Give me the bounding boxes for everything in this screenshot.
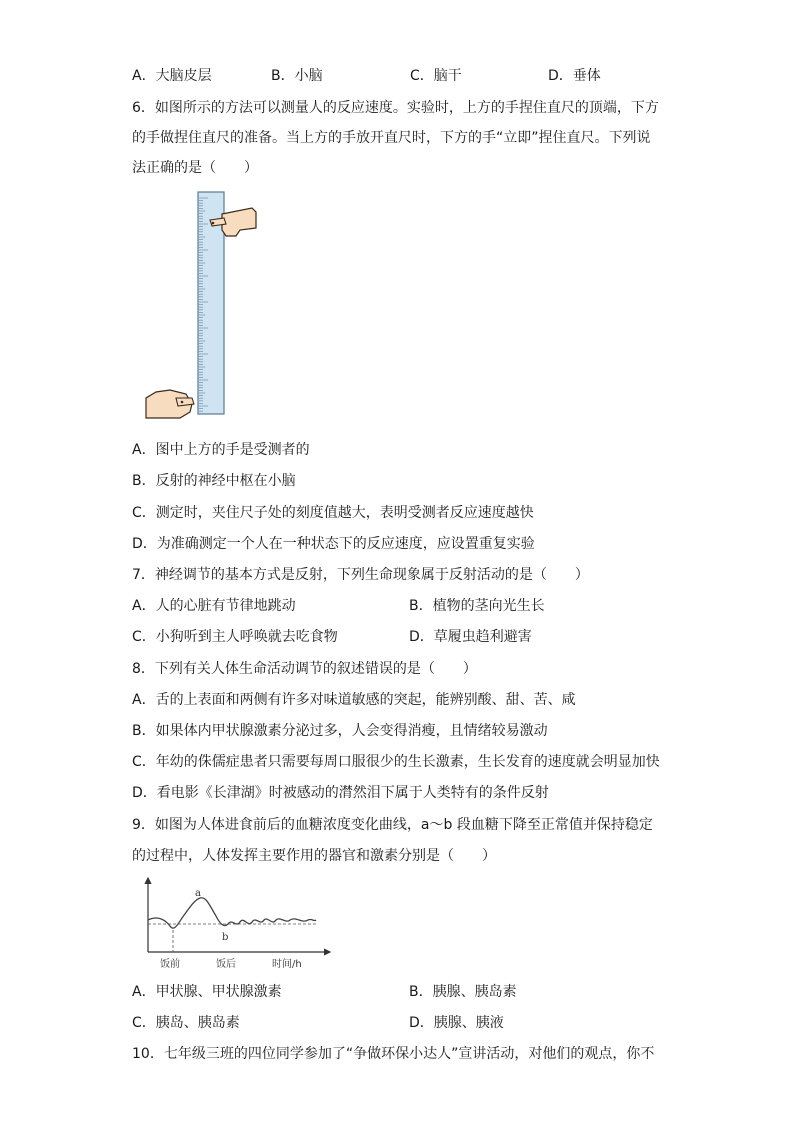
q6-option-c: C．测定时，夹住尺子处的刻度值越大，表明受测者反应速度越快 [132,505,534,521]
q6-stem-line-2: 的手做捏住直尺的准备。当上方的手放开直尺时，下方的手“立即”捏住直尺。下列说 [132,130,651,146]
q5-option-b: B．小脑 [271,68,323,84]
q6-option-b: B．反射的神经中枢在小脑 [132,473,296,489]
q8-option-d: D．看电影《长津湖》时被感动的潸然泪下属于人类特有的条件反射 [132,785,549,801]
q9-option-d: D．胰腺、胰液 [409,1015,504,1031]
q6-stem-line-1: 6．如图所示的方法可以测量人的反应速度。实验时，上方的手捏住直尺的顶端，下方 [132,100,659,116]
q5-option-d: D．垂体 [548,68,601,84]
q7-option-a: A．人的心脏有节律地跳动 [132,598,296,614]
q7-option-d: D．草履虫趋利避害 [409,629,532,645]
q6-option-d: D．为准确测定一个人在一种状态下的反应速度，应设置重复实验 [132,536,535,552]
q7-option-b: B．植物的茎向光生长 [409,598,545,614]
q9-stem-line-2: 的过程中，人体发挥主要作用的器官和激素分别是（ ） [132,848,496,864]
ruler-reaction-figure [140,190,260,420]
q8-option-a: A．舌的上表面和两侧有许多对味道敏感的突起，能辨别酸、甜、苦、咸 [132,692,576,708]
q5-option-a: A．大脑皮层 [132,68,212,84]
x-label-after-meal: 饭后 [216,959,236,970]
q8-option-b: B．如果体内甲状腺激素分泌过多，人会变得消瘦，且情绪较易激动 [132,723,548,739]
lower-hand-icon [146,390,194,418]
q10-stem: 10．七年级三班的四位同学参加了“争做环保小达人”宣讲活动，对他们的观点，你不 [132,1046,655,1062]
blood-sugar-curve-figure [140,872,340,972]
x-label-before-meal: 饭前 [160,959,180,970]
q8-option-c: C．年幼的侏儒症患者只需要每周口服很少的生长激素，生长发育的速度就会明显加快 [132,754,660,770]
q6-stem-line-3: 法正确的是（ ） [132,160,258,176]
q9-option-c: C．胰岛、胰岛素 [132,1015,240,1031]
q8-stem: 8．下列有关人体生命活动调节的叙述错误的是（ ） [132,661,477,677]
q9-option-a: A．甲状腺、甲状腺激素 [132,984,282,1000]
q9-stem-line-1: 9．如图为人体进食前后的血糖浓度变化曲线，a～b 段血糖下降至正常值并保持稳定 [132,817,653,833]
blood-sugar-curve [148,898,316,928]
q7-option-c: C．小狗听到主人呼唤就去吃食物 [132,629,338,645]
q7-stem: 7．神经调节的基本方式是反射，下列生命现象属于反射活动的是（ ） [132,567,589,583]
q9-option-b: B．胰腺、胰岛素 [409,984,517,1000]
q5-option-c: C．脑干 [410,68,462,84]
x-label-time: 时间/h [272,959,302,970]
point-b-label: b [222,932,229,943]
q6-option-a: A．图中上方的手是受测者的 [132,442,310,458]
point-a-label: a [195,888,201,899]
